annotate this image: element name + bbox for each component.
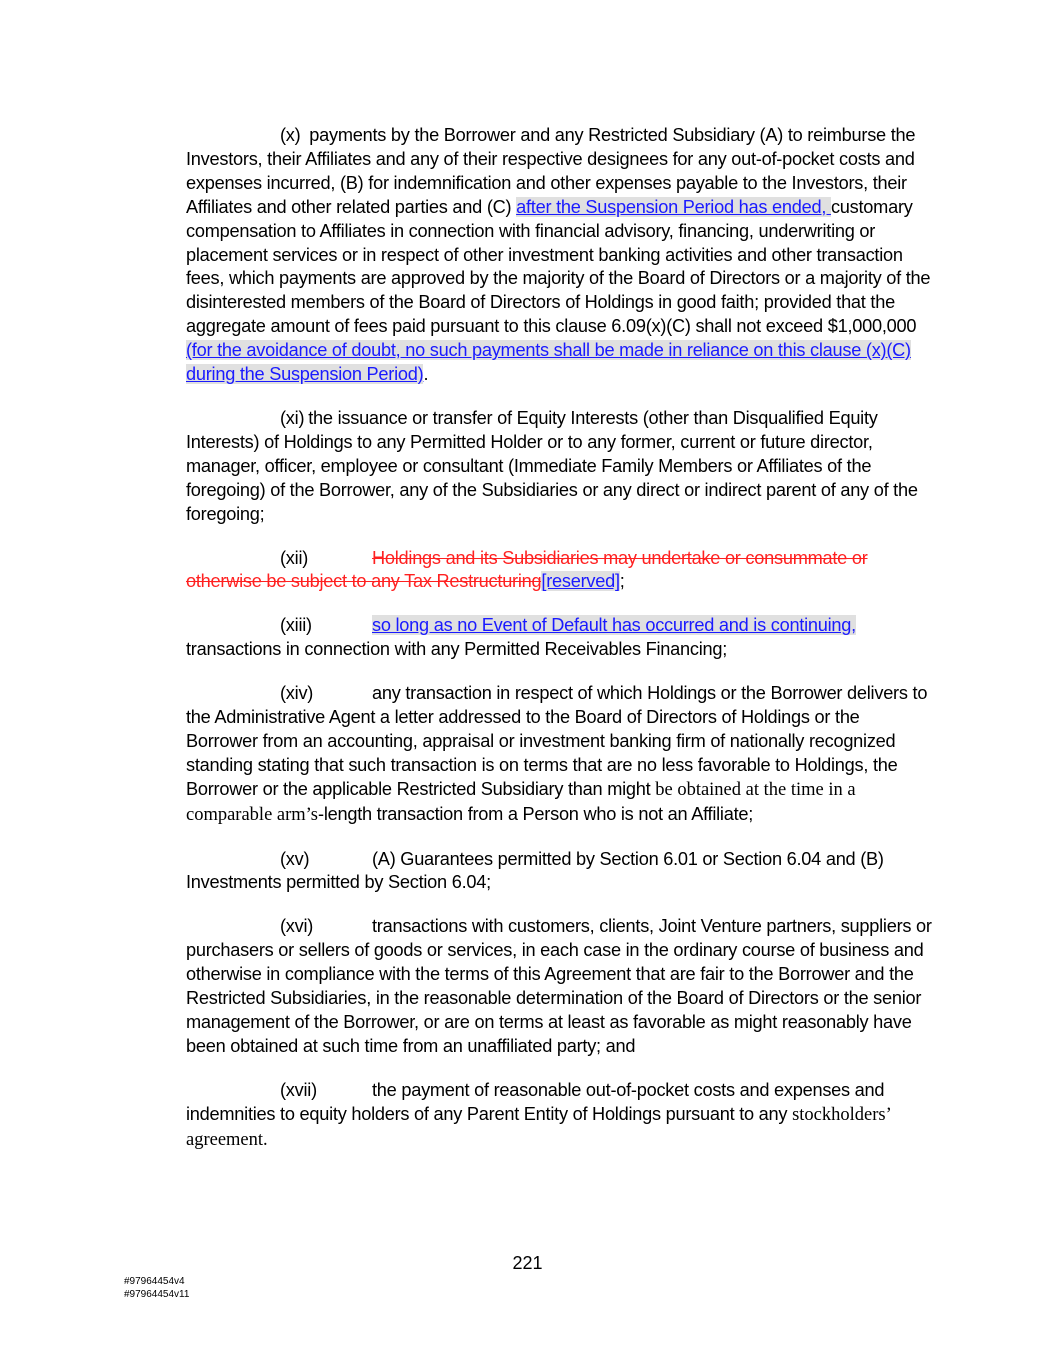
clause-text-serif: be obtained at the time in a comparable arm’s — [186, 779, 856, 825]
clause-number: (xii) — [280, 547, 309, 568]
clause-text: transactions in connection with any Permitted Receivables Financing; — [186, 639, 728, 660]
clause-number: (xiii) — [280, 615, 312, 636]
clause-number: (x) — [280, 125, 301, 145]
document-body — [186, 124, 936, 1173]
inserted-text: after the Suspension Period has ended, — [516, 196, 831, 217]
clause-text: the issuance or transfer of Equity Interests (other than Disqualified Equity Interests) of Holdings to any Permitted Holder or to any former, current or future director, manager, officer, employee or consultant (Immediate Family Members or Affiliates of the foregoing) of the Borrower, any of the Subsidiaries or any direct or indirect parent of any of the foregoing; — [186, 407, 918, 524]
clause-text: transactions with customers, clients, Joint Venture partners, suppliers or purchasers or sellers of goods or services, in each case in the ordinary course of business and otherwise in compliance with the terms of this Agreement that are fair to the Borrower and the Restricted Subsidiaries, in the reasonable determination of the Board of Directors or the senior management of the Borrower, or are on terms at least as favorable as might reasonably have been obtained at such time from an unaffiliated party; and — [186, 916, 932, 1056]
clause-xiii — [186, 614, 936, 662]
clause-text: the payment of reasonable out-of-pocket costs and expenses and indemnities to equity holders of any Parent Entity of Holdings pursuant to any — [186, 1079, 885, 1124]
clause-xvi — [186, 915, 936, 1058]
deleted-text: Holdings and its Subsidiaries may undertake or consummate or otherwise be subject to any Tax Restructuring — [186, 547, 868, 592]
inserted-text: (for the avoidance of doubt, no such payments shall be made in reliance on this clause (x)(C) during the Suspension Period) — [186, 340, 911, 385]
clause-xv — [186, 848, 936, 896]
clause-text-serif: stockholders’ agreement. — [186, 1104, 891, 1150]
clause-number: (xiv) — [280, 683, 314, 704]
clause-xi — [186, 407, 936, 527]
clause-number: (xv) — [280, 848, 310, 869]
clause-xvii — [186, 1079, 936, 1153]
clause-xii — [186, 547, 936, 595]
document-id: #97964454v11 — [124, 1288, 190, 1300]
inserted-text: so long as no Event of Default has occurred and is continuing, — [372, 615, 856, 636]
clause-text: customary compensation to Affiliates in connection with financial advisory, financing, underwriting or placement services or in respect of other investment banking activities and other transaction fees, which payments are approved by the majority of the Board of Directors or a majority of the disinterested members of the Board of Directors of Holdings in good faith; provided that the aggregate amount of fees paid pursuant to this clause 6.09(x)(C) shall not exceed $1,000,000 — [186, 196, 931, 337]
clause-xiv — [186, 682, 936, 827]
document-id: #97964454v4 — [124, 1276, 185, 1287]
clause-text: . — [423, 364, 429, 385]
page-number: 221 — [512, 1253, 543, 1273]
clause-text: payments by the Borrower and any Restricted Subsidiary (A) to reimburse the Investors, their Affiliates and any of their respective designees for any out-of-pocket costs and expenses incurred, (B) for indemnification and other expenses payable to the Investors, their Affiliates and other related parties and (C) — [186, 125, 916, 217]
document-ids — [124, 1276, 189, 1301]
clause-number: (xvi) — [280, 916, 314, 937]
clause-text: ; — [619, 571, 625, 592]
clause-text: any transaction in respect of which Holdings or the Borrower delivers to the Administrative Agent a letter addressed to the Board of Directors of Holdings or the Borrower from an accounting, appraisal or investment banking firm of nationally recognized standing stating that such transaction is on terms that are no less favorable to Holdings, the Borrower or the applicable Restricted Subsidiary than might — [186, 683, 928, 799]
clause-x — [186, 124, 936, 387]
inserted-text: [reserved] — [541, 571, 620, 592]
clause-text: (A) Guarantees permitted by Section 6.01 or Section 6.04 and (B) Investments permitted by Section 6.04; — [186, 848, 884, 893]
clause-text: -length transaction from a Person who is not an Affiliate; — [318, 803, 754, 824]
clause-number: (xi) — [280, 407, 305, 428]
clause-number: (xvii) — [280, 1079, 317, 1100]
